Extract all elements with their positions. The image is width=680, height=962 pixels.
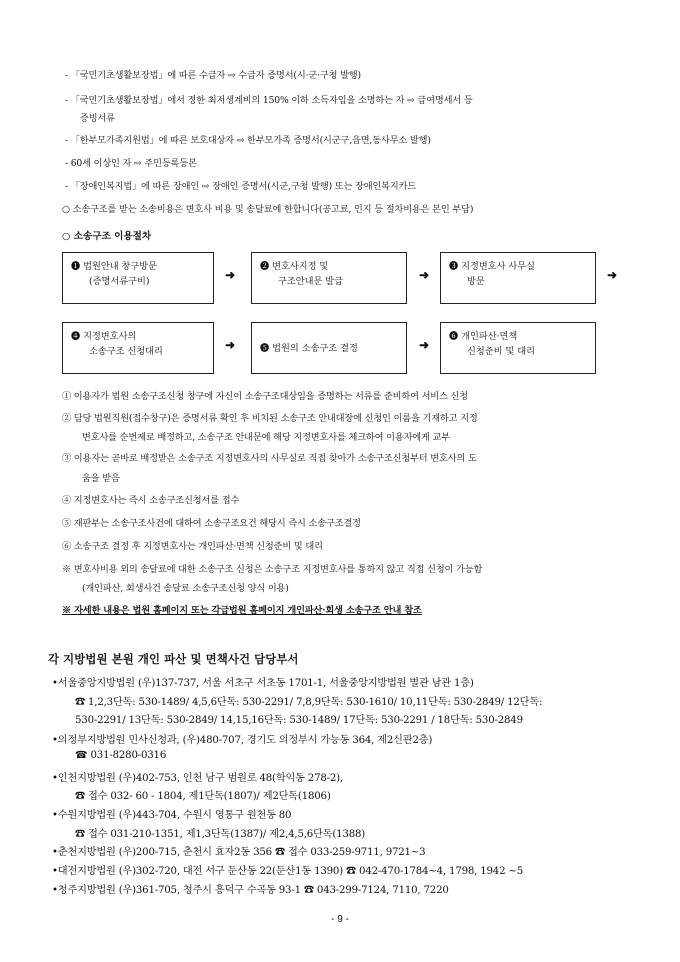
requirement-item: - 「국민기초생활보장법」에서 정한 최저생계비의 150% 이하 소득자임을 소명하는 자 ⇨ 급여명세서 등: [65, 95, 473, 106]
court-item: •수원지방법원 (우)443-704, 수원시 영통구 원천동 80: [52, 810, 292, 821]
arrow-right-icon: ➜: [419, 338, 430, 352]
court-item: •서울중앙지방법원 (우)137-737, 서울 서초구 서초동 1701-1, 서울중앙지방법원 별관 남관 1층): [52, 678, 474, 689]
court-item: •의정부지방법원 민사신청과, (우)480-707, 경기도 의정부시 가능동 364, 제2신관2층): [52, 735, 433, 746]
arrow-right-icon: ➜: [225, 338, 236, 352]
reference-note: ※ 자세한 내용은 법원 홈페이지 또는 각급법원 홈페이지 개인파산·회생 소송구조 안내 참조: [62, 605, 422, 616]
procedure-title: ○ 소송구조 이용절차: [62, 231, 152, 242]
court-item: •춘천지방법원 (우)200-715, 춘천시 효자2동 356 ☎ 접수 033-259-9711, 9721~3: [52, 847, 426, 858]
note-item-cont: (개인파산, 회생사건 송달료 소송구조신청 양식 이용): [82, 583, 289, 594]
flow-step-4: ❹ 지정변호사의 소송구조 신청대리: [62, 322, 214, 374]
flow-step-1: ❶ 법원안내 창구방문 (증명서류구비): [62, 252, 214, 304]
step-item: ③ 이용자는 곧바로 배정받은 소송구조 지정변호사의 사무실로 직접 찾아가 소송구조신청부터 변호사의 도: [62, 453, 477, 464]
step-item: ⑤ 재판부는 소송구조사건에 대하여 소송구조요건 해당시 즉시 소송구조결정: [62, 518, 361, 529]
page-number: - 9 -: [331, 914, 349, 925]
court-phone: ☎ 031-8280-0316: [75, 750, 167, 761]
flow-step-3: ❸ 지정변호사 사무실 방문: [440, 252, 596, 304]
court-item: •청주지방법원 (우)361-705, 청주시 흥덕구 수곡동 93-1 ☎ 043-299-7124, 7110, 7220: [52, 885, 449, 896]
court-phone: ☎ 접수 031-210-1351, 제1,3단독(1387)/ 제2,4,5,6단독(1388): [75, 829, 366, 840]
requirement-item-cont: 증빙서류: [80, 113, 115, 124]
flow-step-6: ❻ 개인파산·면책 신청준비 및 대리: [440, 322, 596, 374]
cost-note: ○ 소송구조를 받는 소송비용은 변호사 비용 및 송달료에 한합니다(공고료, 인지 등 절차비용은 본인 부담): [62, 204, 474, 215]
requirement-item: - 「장애인복지법」에 따른 장애인 ⇨ 장애인 증명서(시군,구청 발행) 또는 장애인복지카드: [65, 181, 417, 192]
court-phone: ☎ 1,2,3단독: 530-1489/ 4,5,6단독: 530-2291/ 7,8,9단독: 530-1610/ 10,11단독: 530-2849/ 12단독:: [75, 697, 543, 708]
note-item: ※ 변호사비용 외의 송달료에 대한 소송구조 신청은 소송구조 지정변호사를 통하지 않고 직접 신청이 가능함: [62, 564, 483, 575]
requirement-item: - 60세 이상인 자 ⇨ 주민등록등본: [65, 158, 197, 169]
step-item-cont: 움을 받음: [82, 473, 120, 484]
court-item: •인천지방법원 (우)402-753, 인천 남구 범원로 48(학익동 278-2),: [52, 773, 343, 784]
step-item: ① 이용자가 법원 소송구조신청 창구에 자신이 소송구조대상임을 증명하는 서류를 준비하여 서비스 신청: [62, 391, 468, 402]
arrow-right-icon: ➜: [419, 268, 430, 282]
arrow-right-icon: ➜: [225, 268, 236, 282]
arrow-right-icon: ➜: [607, 268, 618, 282]
step-item: ④ 지정변호사는 즉시 소송구조신청서를 접수: [62, 495, 240, 506]
requirement-item: - 「한부모가족지원법」에 따른 보호대상자 ⇨ 한부모가족 증명서(시군구,읍면,동사무소 발행): [65, 135, 431, 146]
court-phone: ☎ 접수 032- 60 - 1804, 제1단독(1807)/ 제2단독(1806): [75, 791, 331, 802]
courts-heading: 각 지방법원 본원 개인 파산 및 면책사건 담당부서: [48, 652, 299, 666]
court-item: •대전지방법원 (우)302-720, 대전 서구 둔산동 22(둔산1동 1390) ☎ 042-470-1784~4, 1798, 1942 ~5: [52, 866, 524, 877]
flow-step-2: ❷ 변호사지정 및 구조안내문 발급: [251, 252, 407, 304]
step-item: ② 담당 법원직원(접수창구)은 증명서류 확인 후 비치된 소송구조 안내대장에 신청인 이름을 기재하고 지정: [62, 413, 478, 424]
step-item-cont: 변호사를 순번제로 배정하고, 소송구조 안내문에 해당 지정변호사를 체크하여 이용자에게 교부: [82, 432, 450, 443]
step-item: ⑥ 소송구조 결정 후 지정변호사는 개인파산·면책 신청준비 및 대리: [62, 541, 323, 552]
requirement-item: - 「국민기초생활보장법」에 따른 수급자 ⇨ 수급자 증명서(시·군·구청 발행): [65, 70, 361, 81]
flow-step-5: ❺ 법원의 소송구조 결정: [251, 322, 407, 374]
court-phone-cont: 530-2291/ 13단독: 530-2849/ 14,15,16단독: 530-1489/ 17단독: 530-2291 / 18단독: 530-2849: [75, 715, 523, 726]
